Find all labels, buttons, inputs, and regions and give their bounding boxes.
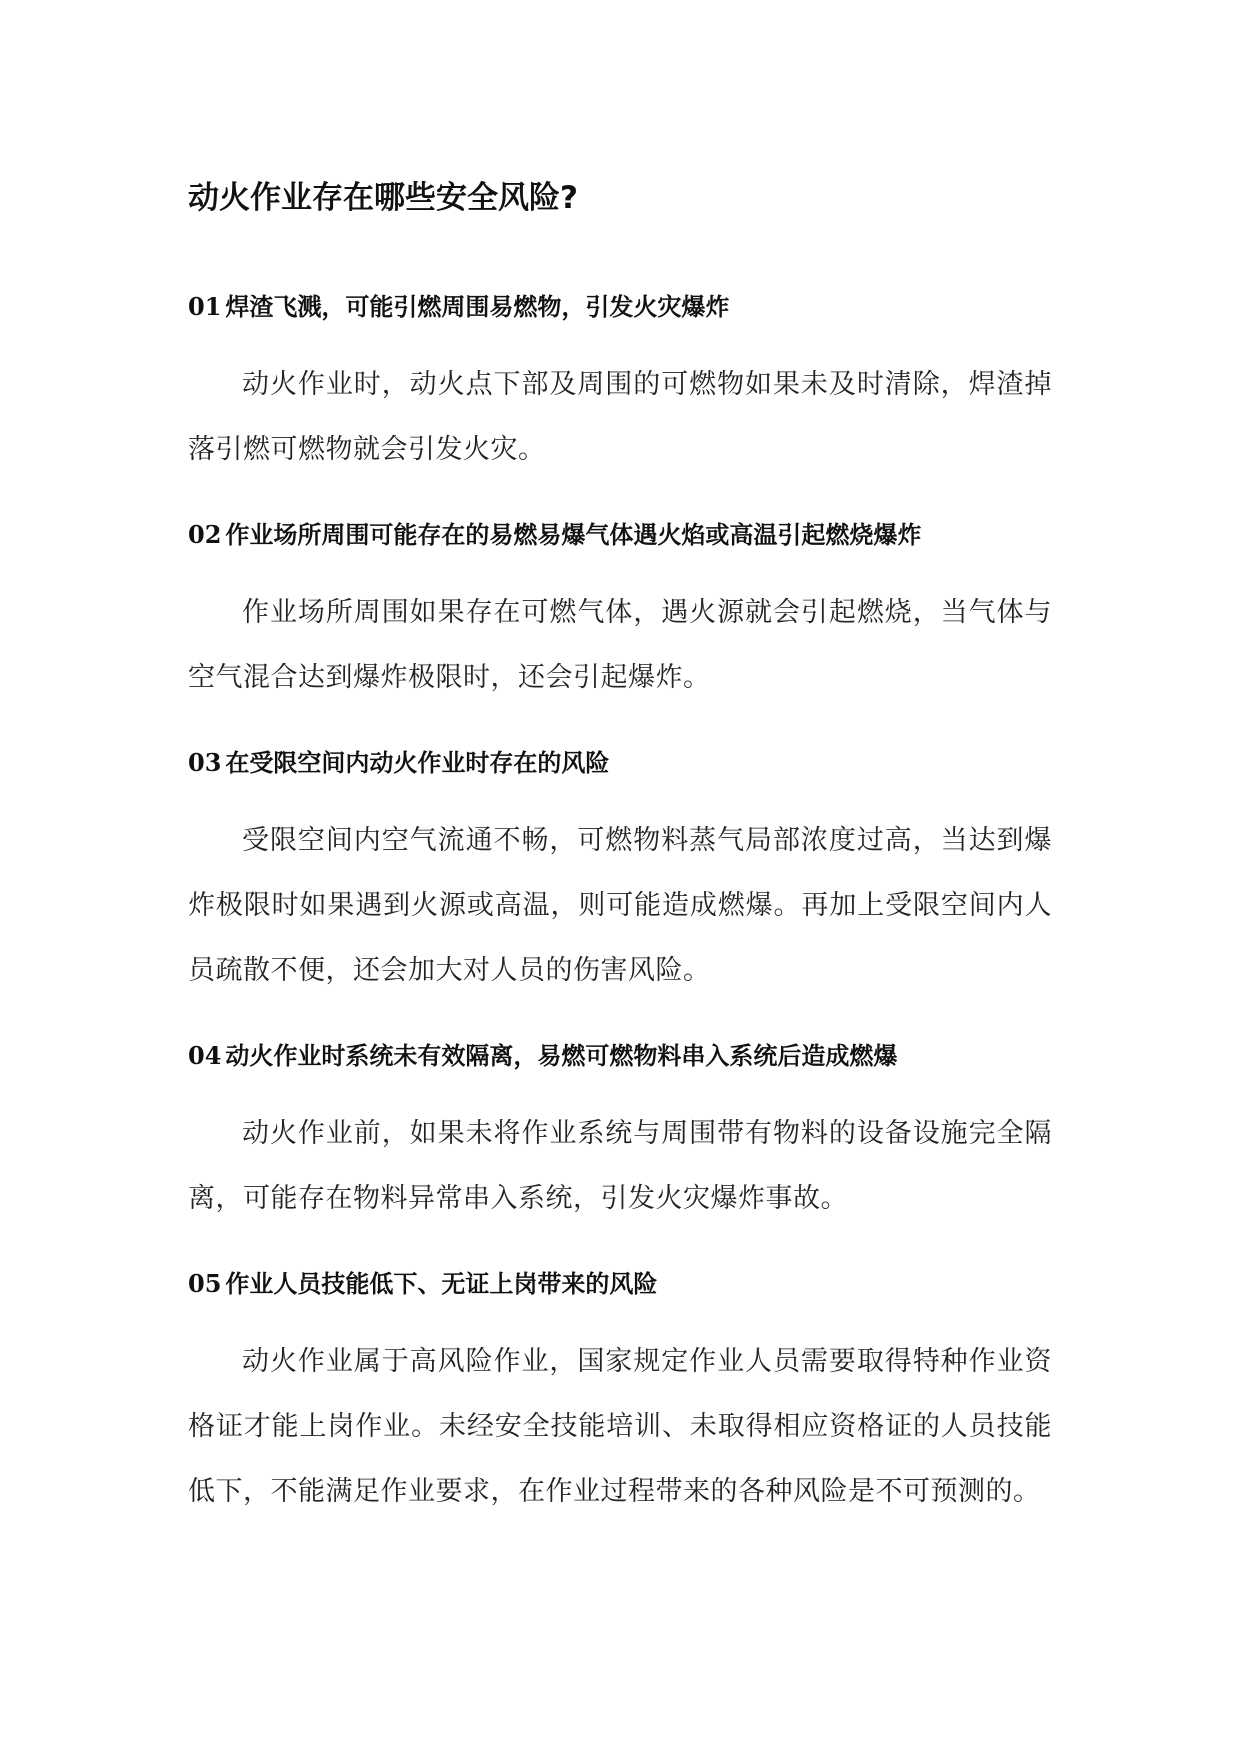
section-heading-text: 在受限空间内动火作业时存在的风险 [225,748,610,777]
section-heading [188,1038,1052,1074]
section-02 [188,517,1052,710]
section-heading [188,745,1052,781]
section-heading-text: 作业人员技能低下、无证上岗带来的风险 [225,1269,658,1298]
section-heading-text: 焊渣飞溅，可能引燃周围易燃物，引发火灾爆炸 [225,292,730,321]
section-number: 01 [188,292,222,321]
section-heading-text: 作业场所周围可能存在的易燃易爆气体遇火焰或高温引起燃烧爆炸 [225,520,922,549]
section-number: 03 [188,748,222,777]
section-01 [188,289,1052,482]
section-heading [188,289,1052,325]
section-heading [188,1266,1052,1302]
section-05 [188,1266,1052,1524]
section-03 [188,745,1052,1003]
section-number: 04 [188,1041,222,1070]
document-content [188,178,1052,1559]
section-body: 动火作业时，动火点下部及周围的可燃物如果未及时清除，焊渣掉落引燃可燃物就会引发火灾。 [188,369,1052,465]
section-body: 受限空间内空气流通不畅，可燃物料蒸气局部浓度过高，当达到爆炸极限时如果遇到火源或高温，则可能造成燃爆。再加上受限空间内人员疏散不便，还会加大对人员的伤害风险。 [188,825,1052,986]
section-body: 作业场所周围如果存在可燃气体，遇火源就会引起燃烧，当气体与空气混合达到爆炸极限时，还会引起爆炸。 [188,597,1052,693]
section-number: 05 [188,1269,222,1298]
section-body: 动火作业前，如果未将作业系统与周围带有物料的设备设施完全隔离，可能存在物料异常串入系统，引发火灾爆炸事故。 [188,1118,1052,1214]
document-title: 动火作业存在哪些安全风险? [188,180,578,216]
section-number: 02 [188,520,222,549]
section-heading [188,517,1052,553]
section-body: 动火作业属于高风险作业，国家规定作业人员需要取得特种作业资格证才能上岗作业。未经安全技能培训、未取得相应资格证的人员技能低下，不能满足作业要求，在作业过程带来的各种风险是不可预测的。 [188,1346,1052,1507]
section-04 [188,1038,1052,1231]
section-heading-text: 动火作业时系统未有效隔离，易燃可燃物料串入系统后造成燃爆 [225,1041,898,1070]
